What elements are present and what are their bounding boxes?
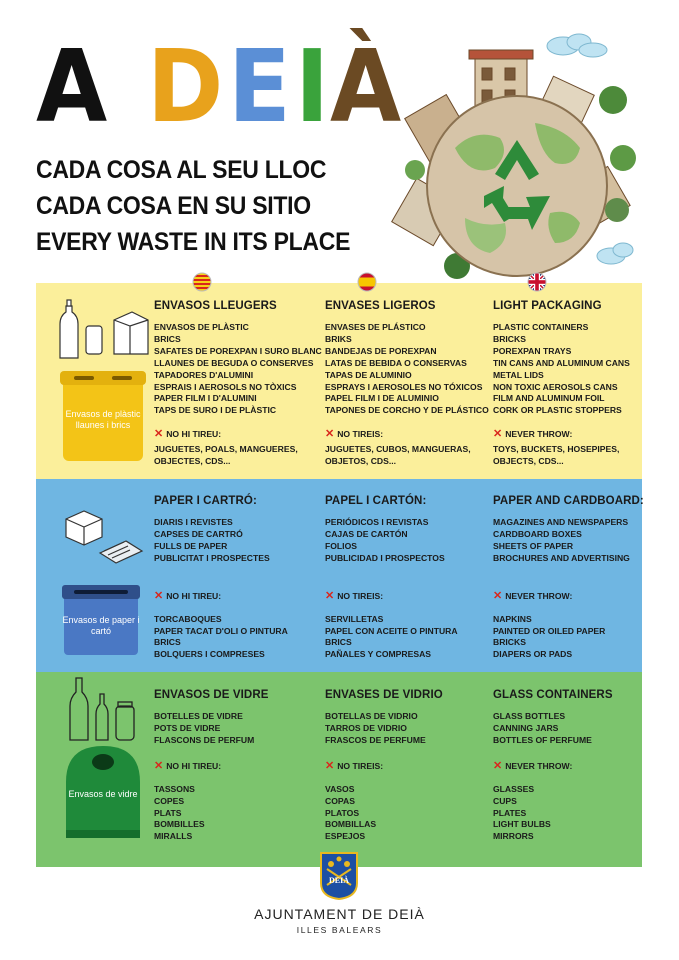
cross-icon: ✕ xyxy=(154,759,164,772)
never-throw-heading: ✕ NEVER THROW: xyxy=(493,589,573,602)
never-item: COPAS xyxy=(325,795,355,806)
never-item: CUPS xyxy=(493,795,517,806)
cross-icon: ✕ xyxy=(325,759,335,772)
list-item: SAFATES DE POREXPAN I SURO BLANC xyxy=(154,345,322,356)
never-throw-heading: ✕ NO HI TIREU: xyxy=(154,759,222,772)
never-item: PLATES xyxy=(493,807,527,818)
never-item: BRICS xyxy=(325,637,352,648)
list-item: FILM AND ALUMINUM FOIL xyxy=(493,393,605,404)
cross-icon: ✕ xyxy=(493,428,503,441)
list-item: POREXPAN TRAYS xyxy=(493,345,572,356)
column-spanish-light-packaging xyxy=(325,300,489,468)
list-item: METAL LIDS xyxy=(493,369,544,380)
municipality-name: AJUNTAMENT DE DEIÀ xyxy=(254,906,425,922)
list-item: GLASS BOTTLES xyxy=(493,711,566,721)
list-item: BROCHURES AND ADVERTISING xyxy=(493,552,630,563)
never-item: DIAPERS OR PADS xyxy=(493,649,573,660)
list-item: TAPADORES D'ALUMINI xyxy=(154,369,254,380)
list-item: ENVASOS DE PLÀSTIC xyxy=(154,322,249,332)
title-letter-i: I xyxy=(294,28,328,145)
deia-crest-logo xyxy=(319,851,359,901)
never-item: BRICKS xyxy=(493,637,526,648)
never-item: TASSONS xyxy=(154,783,195,794)
never-item: PAÑALES Y COMPRESAS xyxy=(325,649,432,660)
list-item: BOTELLES DE VIDRE xyxy=(154,711,243,721)
column-heading: ENVASOS LLEUGERS xyxy=(154,300,277,312)
column-heading: ENVASES DE VIDRIO xyxy=(325,689,443,701)
list-item: LATAS DE BEBIDA O CONSERVAS xyxy=(325,357,467,368)
column-heading: LIGHT PACKAGING xyxy=(493,300,602,312)
never-item: BOLQUERS I COMPRESES xyxy=(154,649,265,660)
column-catalan-paper xyxy=(154,495,288,661)
list-item: FOLIOS xyxy=(325,540,357,551)
column-catalan-glass xyxy=(154,689,269,843)
list-item: CARDBOARD BOXES xyxy=(493,528,582,539)
list-item: CAJAS DE CARTÓN xyxy=(325,528,408,539)
never-item: OBJECTES, CDS... xyxy=(154,456,231,467)
subtitle-catalan: CADA COSA AL SEU LLOC xyxy=(36,156,327,184)
never-throw-heading: ✕ NO HI TIREU: xyxy=(154,428,222,441)
column-heading: PAPER AND CARDBOARD: xyxy=(493,495,644,507)
list-item: BANDEJAS DE POREXPAN xyxy=(325,345,437,356)
never-item: PLATOS xyxy=(325,807,360,818)
column-heading: PAPEL I CARTÓN: xyxy=(325,495,427,507)
list-item: BRIKS xyxy=(325,333,352,344)
never-item: JUGUETES, POALS, MANGUERES, xyxy=(154,444,298,455)
list-item: FRASCOS DE PERFUME xyxy=(325,734,426,745)
page-title xyxy=(36,28,405,145)
list-item: LLAUNES DE BEGUDA O CONSERVES xyxy=(154,357,314,368)
list-item: PUBLICIDAD I PROSPECTOS xyxy=(325,552,445,563)
column-heading: ENVASOS DE VIDRE xyxy=(154,689,269,701)
never-item: PAINTED OR OILED PAPER xyxy=(493,625,606,636)
list-item: NON TOXIC AEROSOLS CANS xyxy=(493,381,618,392)
column-english-light-packaging xyxy=(493,300,630,468)
column-spanish-glass xyxy=(325,689,443,843)
blue-container-label: Envasos de paper i cartó xyxy=(62,615,140,636)
title-letter-a-accent: À xyxy=(329,28,400,145)
never-throw-heading: ✕ NO HI TIREU: xyxy=(154,589,222,602)
never-throw-heading: ✕ NO TIREIS: xyxy=(325,428,384,441)
never-item: COPES xyxy=(154,795,185,806)
list-item: PLASTIC CONTAINERS xyxy=(493,322,589,332)
title-letter-a: A xyxy=(36,28,106,145)
recycling-globe-illustration xyxy=(385,28,650,290)
list-item: BRICS xyxy=(154,333,181,344)
list-item: PUBLICITAT I PROSPECTES xyxy=(154,552,270,563)
column-heading: PAPER I CARTRÓ: xyxy=(154,495,257,507)
never-item: NAPKINS xyxy=(493,613,532,624)
never-item: BOMBILLAS xyxy=(325,819,377,830)
cross-icon: ✕ xyxy=(493,759,503,772)
never-item: PAPER TACAT D'OLI O PINTURA xyxy=(154,625,288,636)
list-item: BOTTLES OF PERFUME xyxy=(493,734,592,745)
never-item: OBJETOS, CDS... xyxy=(325,456,396,467)
crest-text: DEIÀ xyxy=(328,876,350,885)
list-item: CORK OR PLASTIC STOPPERS xyxy=(493,405,622,416)
yellow-container-label: Envasos de plàstic llaunes i brics xyxy=(65,409,141,430)
never-item: SERVILLETAS xyxy=(325,613,384,624)
packaging-items-icon xyxy=(58,298,150,362)
cross-icon: ✕ xyxy=(154,589,164,602)
title-letter-d: D xyxy=(147,28,222,145)
never-item: JUGUETES, CUBOS, MANGUERAS, xyxy=(325,444,471,455)
paper-box-icon xyxy=(62,505,144,569)
cross-icon: ✕ xyxy=(325,589,335,602)
column-heading: ENVASES LIGEROS xyxy=(325,300,436,312)
list-item: ESPRAIS I AEROSOLS NO TÒXICS xyxy=(154,381,297,392)
never-throw-heading: ✕ NEVER THROW: xyxy=(493,428,573,441)
list-item: BOTELLAS DE VIDRIO xyxy=(325,711,418,721)
catalan-flag-icon xyxy=(192,272,212,292)
list-item: BRICKS xyxy=(493,333,526,344)
never-item: BOMBILLES xyxy=(154,819,205,830)
list-item: PAPER FILM I D'ALUMINI xyxy=(154,393,257,404)
never-item: PAPEL CON ACEITE O PINTURA xyxy=(325,625,458,636)
green-container-label: Envasos de vidre xyxy=(68,789,138,799)
never-item: LIGHT BULBS xyxy=(493,819,551,830)
list-item: TARROS DE VIDRIO xyxy=(325,722,407,733)
never-item: MIRALLS xyxy=(154,831,193,842)
list-item: TAPAS DE ALUMINIO xyxy=(325,369,412,380)
never-item: BRICS xyxy=(154,637,181,648)
never-throw-heading: ✕ NO TIREIS: xyxy=(325,589,384,602)
never-item: TOYS, BUCKETS, HOSEPIPES, xyxy=(493,444,620,455)
list-item: TIN CANS AND ALUMINUM CANS xyxy=(493,357,630,368)
never-item: OBJECTS, CDS... xyxy=(493,456,564,467)
glass-bottles-icon xyxy=(64,676,144,742)
list-item: FULLS DE PAPER xyxy=(154,540,228,551)
column-heading: GLASS CONTAINERS xyxy=(493,689,613,701)
cross-icon: ✕ xyxy=(325,428,335,441)
never-item: VASOS xyxy=(325,783,355,794)
never-item: TORCABOQUES xyxy=(154,613,222,624)
never-item: PLATS xyxy=(154,807,182,818)
never-item: MIRRORS xyxy=(493,831,534,842)
list-item: SHEETS OF PAPER xyxy=(493,540,574,551)
cross-icon: ✕ xyxy=(154,428,164,441)
cross-icon: ✕ xyxy=(493,589,503,602)
list-item: POTS DE VIDRE xyxy=(154,722,221,733)
never-throw-heading: ✕ NO TIREIS: xyxy=(325,759,384,772)
spanish-flag-icon xyxy=(357,272,377,292)
subtitle-spanish: CADA COSA EN SU SITIO xyxy=(36,192,311,220)
list-item: PAPEL FILM I DE ALUMINIO xyxy=(325,393,439,404)
column-catalan-light-packaging xyxy=(154,300,322,468)
list-item: TAPS DE SURO I DE PLÀSTIC xyxy=(154,405,277,416)
never-throw-heading: ✕ NEVER THROW: xyxy=(493,759,573,772)
list-item: ESPRAYS I AEROSOLES NO TÓXICOS xyxy=(325,381,483,392)
list-item: TAPONES DE CORCHO Y DE PLÁSTICO xyxy=(325,405,489,416)
list-item: CAPSES DE CARTRÓ xyxy=(154,528,243,539)
column-spanish-paper xyxy=(325,495,458,661)
list-item: MAGAZINES AND NEWSPAPERS xyxy=(493,517,629,527)
subtitle-english: EVERY WASTE IN ITS PLACE xyxy=(36,228,351,256)
list-item: ENVASES DE PLÁSTICO xyxy=(325,322,426,332)
list-item: FLASCONS DE PERFUM xyxy=(154,734,255,745)
list-item: DIARIS I REVISTES xyxy=(154,517,233,527)
list-item: PERIÓDICOS I REVISTAS xyxy=(325,517,429,527)
list-item: CANNING JARS xyxy=(493,722,559,733)
title-letter-e: E xyxy=(228,28,290,145)
never-item: GLASSES xyxy=(493,783,535,794)
column-english-glass xyxy=(493,689,613,843)
column-english-paper xyxy=(493,495,644,661)
uk-flag-icon xyxy=(527,272,547,292)
never-item: ESPEJOS xyxy=(325,831,366,842)
region-name: ILLES BALEARS xyxy=(296,925,383,935)
